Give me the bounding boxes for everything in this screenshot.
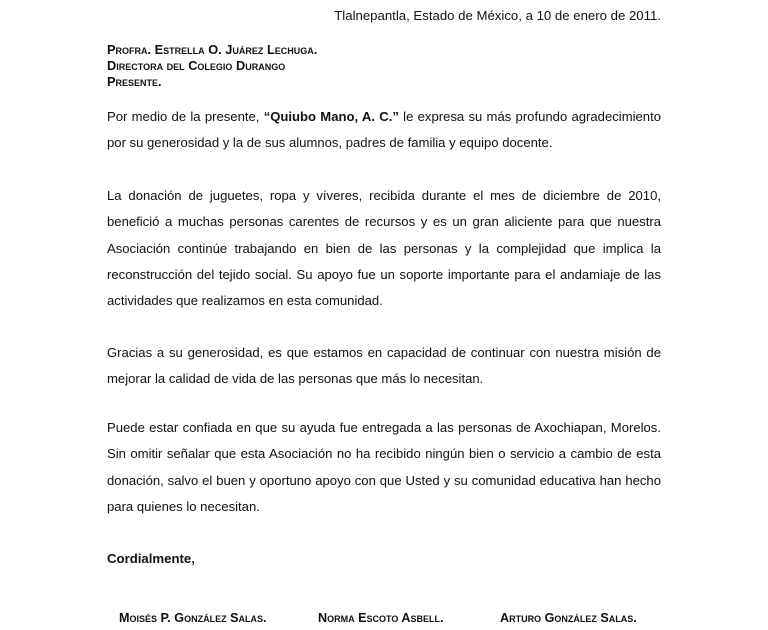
recipient-salutation: Presente. [107, 74, 162, 89]
signature-name: Moisés P. González Salas. [119, 611, 267, 625]
signature-name: Arturo González Salas. [500, 611, 637, 625]
paragraph-intro-before: Por medio de la presente, [107, 109, 264, 124]
paragraph-gratitude: Gracias a su generosidad, es que estamos en capacidad de continuar con nuestra misión de mejorar la calidad de vida de las personas que más lo necesitan. [107, 345, 661, 387]
organization-name: “Quiubo Mano, A. C.” [263, 109, 399, 124]
paragraph-donation: La donación de juguetes, ropa y víveres, recibida durante el mes de diciembre de 2010, benefició a muchas personas carentes de recursos y es un gran aliciente para que nuestra Asociación continúe trabajando en bien de las personas y la complejidad que implica la reconstrucción del tejido social. Su apoyo fue un soporte importante para el andamiaje de las actividades que realizamos en esta comunidad. [107, 188, 661, 309]
recipient-title: Directora del Colegio Durango [107, 58, 286, 73]
recipient-block [107, 42, 317, 90]
paragraph-assurance: Puede estar confiada en que su ayuda fue entregada a las personas de Axochiapan, Morelos. Sin omitir señalar que esta Asociación no ha recibido ningún bien o servicio a cambio de esta donación, salvo el buen y oportuno apoyo con que Usted y su comunidad educativa han hecho para quienes lo necesitan. [107, 420, 661, 514]
closing: Cordialmente, [107, 551, 195, 566]
paragraph-intro-after: le expresa su más profundo agradecimiento por su generosidad y la de sus alumnos, padres de familia y equipo docente. [107, 109, 662, 151]
paragraph-intro [107, 104, 661, 157]
date-line: Tlalnepantla, Estado de México, a 10 de enero de 2011. [334, 8, 661, 23]
signature-name: Norma Escoto Asbell. [318, 611, 444, 625]
recipient-name: Profra. Estrella O. Juárez Lechuga. [107, 42, 318, 57]
